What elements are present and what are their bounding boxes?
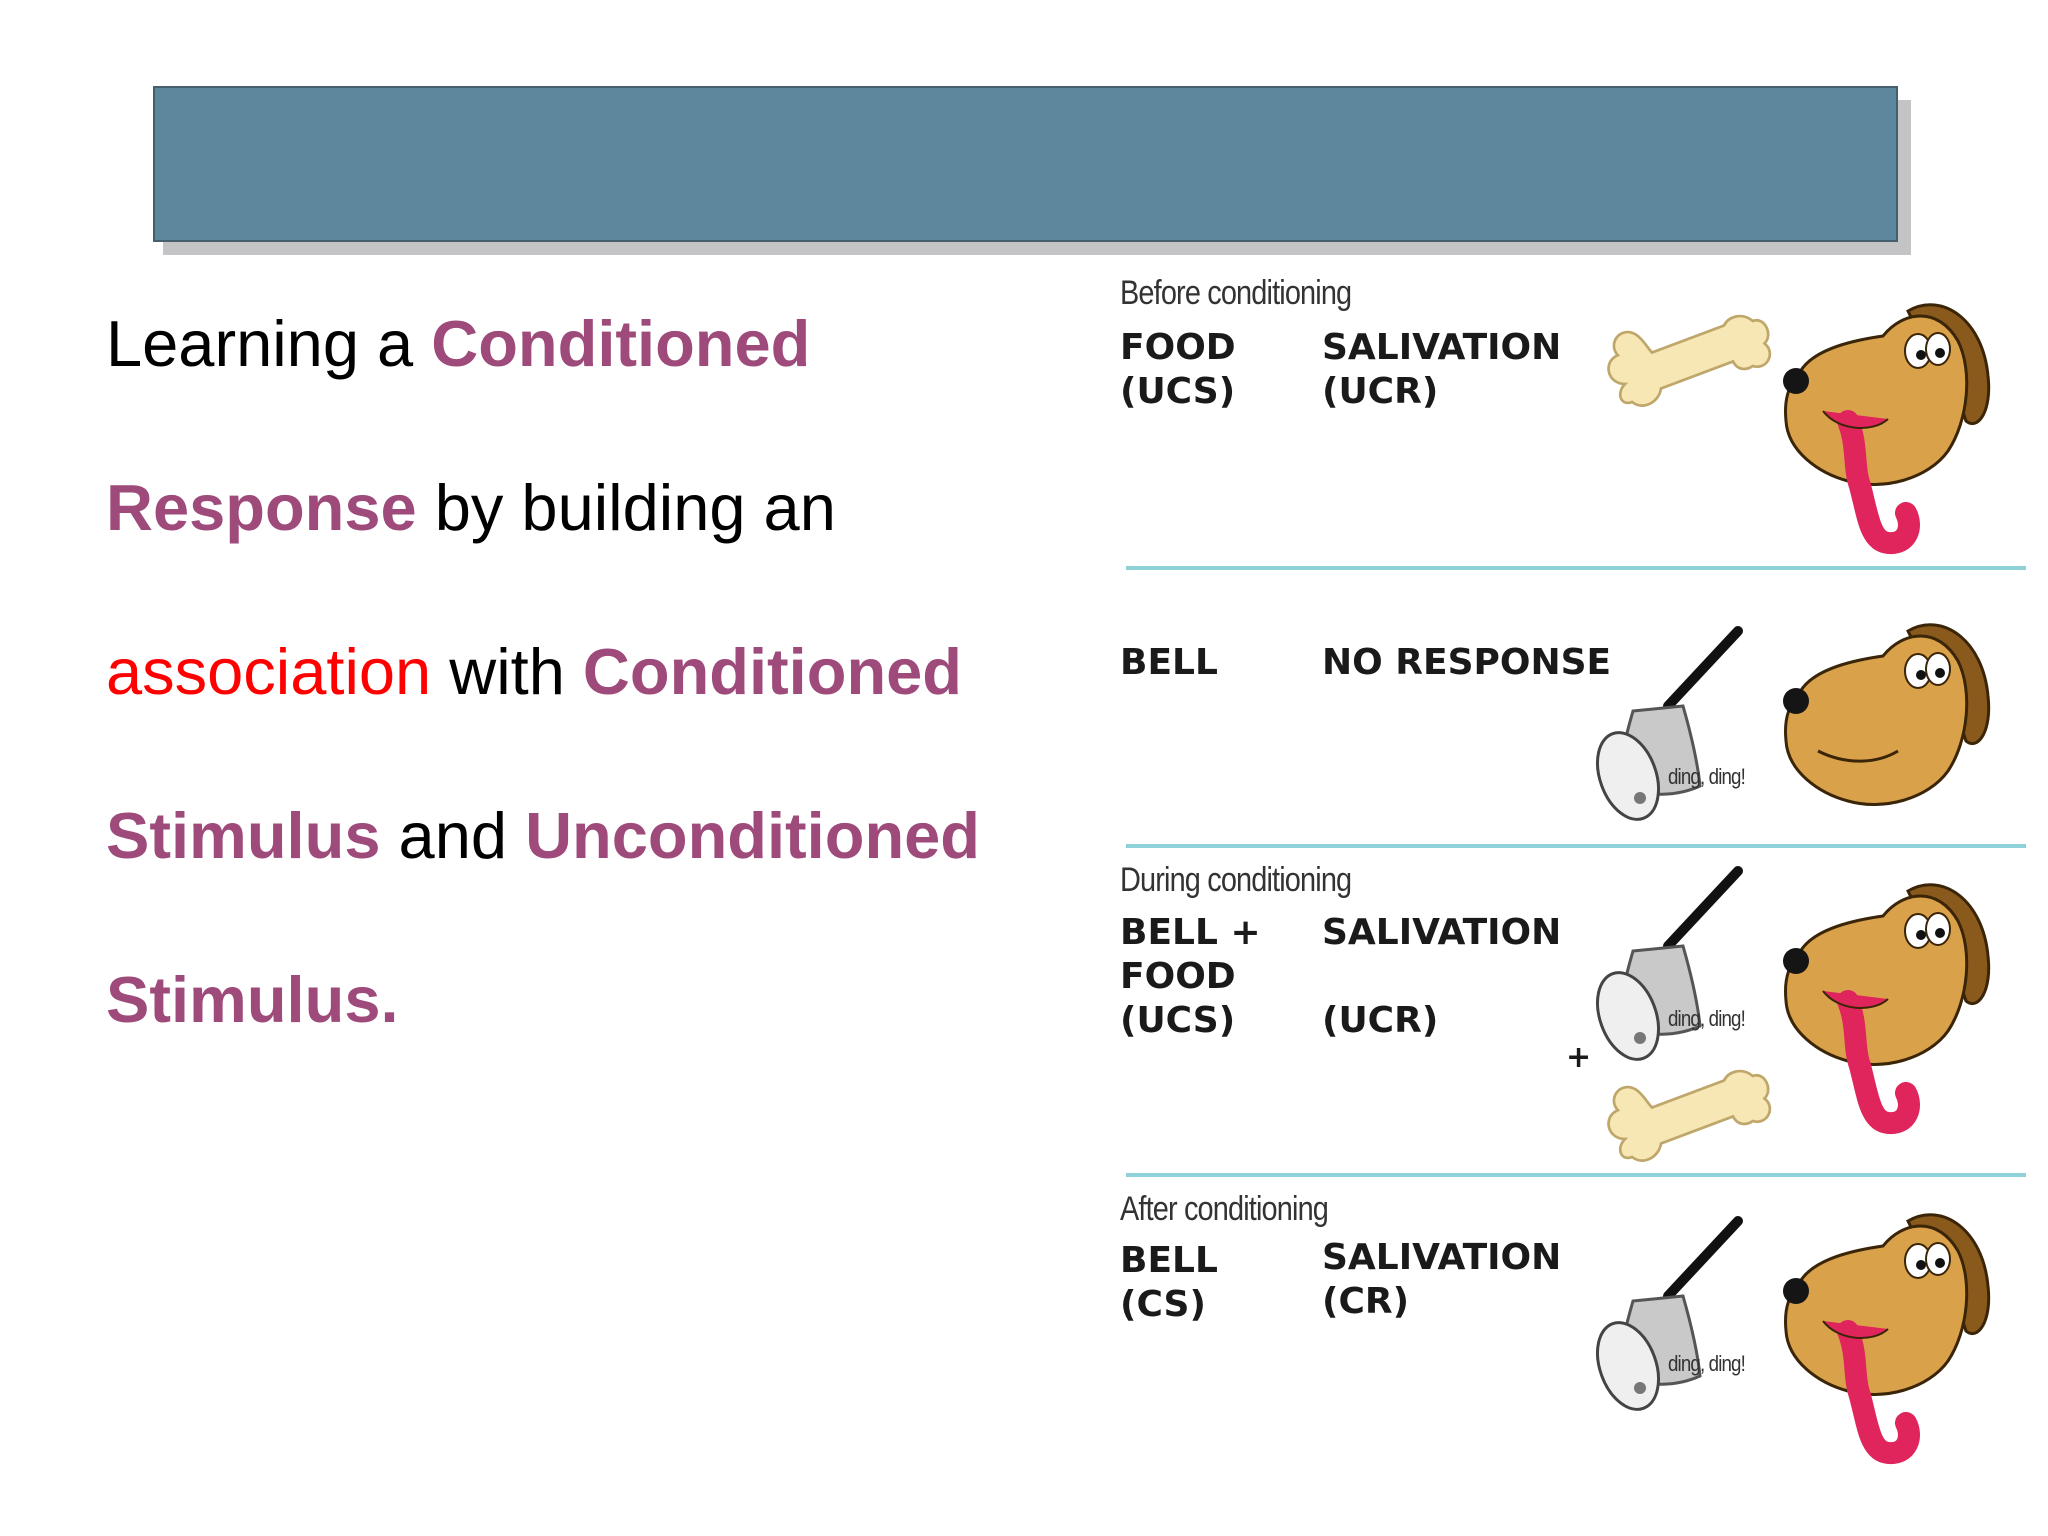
response-label-ucr: (UCR) bbox=[1322, 1000, 1439, 1041]
phase-label-after: After conditioning bbox=[1120, 1190, 1329, 1228]
salivating-dog-icon bbox=[1778, 861, 2008, 1151]
body-line-3 bbox=[106, 590, 1086, 754]
body-line-2 bbox=[106, 426, 1086, 590]
title-bar bbox=[153, 86, 1898, 242]
bone-icon bbox=[1588, 306, 1788, 426]
slide-body-text bbox=[106, 262, 1086, 1082]
term-unconditioned: Unconditioned bbox=[525, 799, 980, 872]
body-line-5 bbox=[106, 918, 1086, 1082]
stimulus-label-bell-cs: BELL (CS) bbox=[1120, 1240, 1218, 1325]
response-label-no-response: NO RESPONSE bbox=[1322, 642, 1612, 683]
panel-divider bbox=[1126, 566, 2026, 570]
phase-label-before: Before conditioning bbox=[1120, 274, 1352, 312]
body-text-plain: Learning a bbox=[106, 307, 432, 380]
term-response: Response bbox=[106, 471, 417, 544]
term-stimulus: Stimulus bbox=[106, 799, 381, 872]
response-label-salivation: SALIVATION bbox=[1322, 912, 1562, 953]
stimulus-label-bell-food: BELL + FOOD (UCS) bbox=[1120, 912, 1261, 1041]
salivating-dog-icon bbox=[1778, 1191, 2008, 1481]
bell-sound-text: ding, ding! bbox=[1668, 1006, 1745, 1031]
body-line-1 bbox=[106, 262, 1086, 426]
dog-icon bbox=[1778, 601, 2008, 821]
plus-sign: + bbox=[1566, 1040, 1592, 1075]
panel-divider bbox=[1126, 1173, 2026, 1177]
bell-icon bbox=[1588, 866, 1768, 1066]
bell-sound-text: ding, ding! bbox=[1668, 1351, 1745, 1376]
bell-icon bbox=[1588, 626, 1768, 826]
phase-label-during: During conditioning bbox=[1120, 861, 1352, 899]
bell-sound-text: ding, ding! bbox=[1668, 764, 1745, 789]
body-text-plain: by building an bbox=[416, 471, 836, 544]
bell-icon bbox=[1588, 1216, 1768, 1416]
stimulus-label-bell: BELL bbox=[1120, 642, 1218, 683]
salivating-dog-icon bbox=[1778, 281, 2008, 571]
term-conditioned: Conditioned bbox=[431, 307, 811, 380]
body-text-plain: with bbox=[431, 635, 583, 708]
term-stimulus: Stimulus. bbox=[106, 963, 399, 1036]
response-label-salivation-cr: SALIVATION (CR) bbox=[1322, 1237, 1562, 1322]
stimulus-label-food: FOOD (UCS) bbox=[1120, 327, 1236, 412]
classical-conditioning-diagram bbox=[1108, 256, 2048, 1486]
bone-icon bbox=[1588, 1061, 1788, 1181]
response-label-salivation: SALIVATION (UCR) bbox=[1322, 327, 1562, 412]
term-conditioned: Conditioned bbox=[582, 635, 963, 708]
body-line-4 bbox=[106, 754, 1086, 918]
panel-divider bbox=[1126, 844, 2026, 848]
body-text-plain: and bbox=[380, 799, 526, 872]
term-association: association bbox=[106, 635, 432, 708]
